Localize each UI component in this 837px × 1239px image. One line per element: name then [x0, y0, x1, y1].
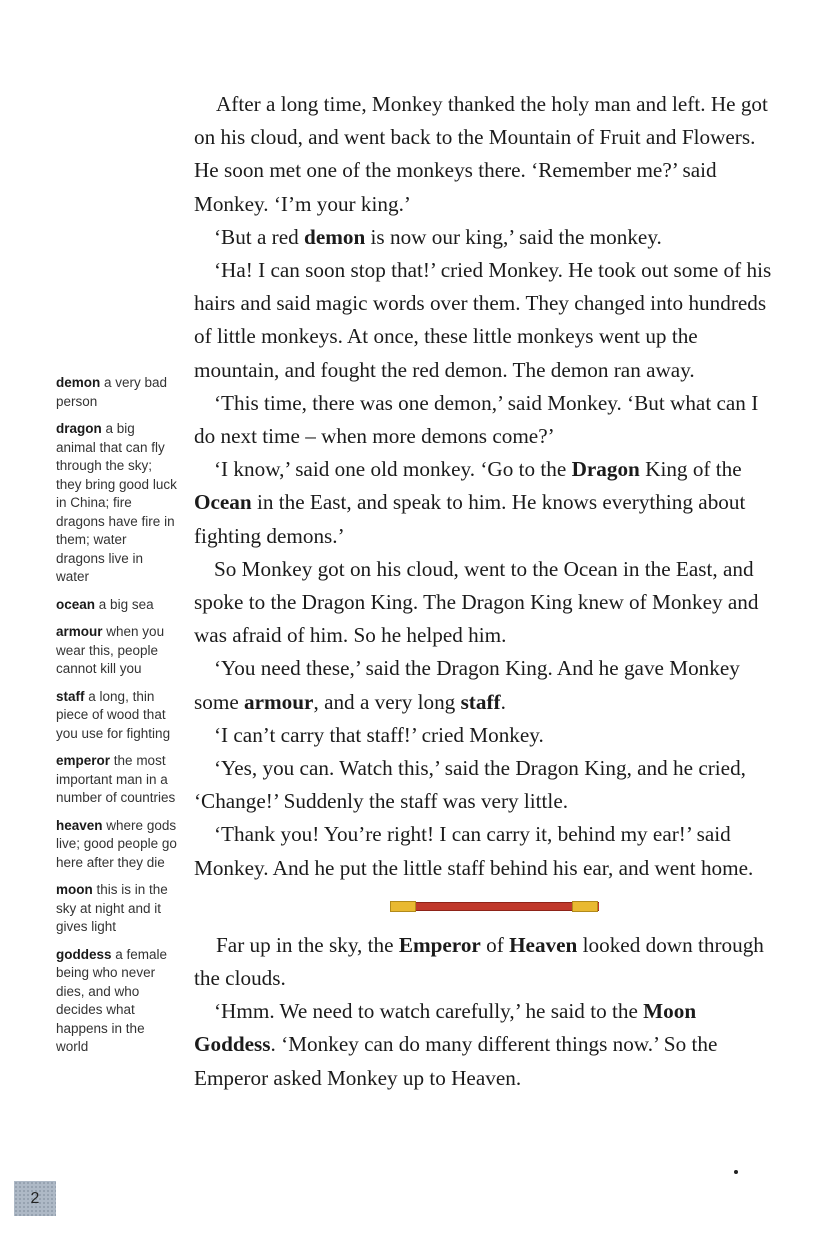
glossary-definition: a big animal that can fly through the sky; they bring good luck in China; fire dragons have fire in them; water dragons live in water	[56, 421, 177, 584]
text-span: is now our king,’ said the monkey.	[365, 224, 662, 249]
glossary-word: dragon	[56, 421, 102, 436]
glossary-entry	[56, 881, 178, 937]
staff-cap-right	[572, 901, 598, 912]
text-span: in the East, and speak to him. He knows everything about fighting demons.’	[194, 490, 746, 548]
glossary-term-demon: demon	[304, 224, 366, 249]
text-span: , and a very long	[313, 689, 461, 714]
text-span: .	[500, 689, 506, 714]
glossary-definition: where gods live; good people go here after they die	[56, 817, 177, 870]
glossary-word: moon	[56, 882, 93, 897]
glossary-term-dragon: Dragon	[571, 457, 640, 482]
glossary-term-emperor: Emperor	[398, 932, 481, 957]
story-paragraph: ‘This time, there was one demon,’ said Monkey. ‘But what can I do next time – when more demons come?’	[194, 390, 759, 449]
glossary-definition: this is in the sky at night and it gives light	[56, 882, 168, 934]
text-span: ‘Hmm. We need to watch carefully,’ he said to the	[214, 999, 644, 1024]
glossary-definition: a long, thin piece of wood that you use for fighting	[56, 688, 171, 741]
page-number: 2	[14, 1181, 56, 1216]
text-span: . ‘Monkey can do many different things now.’ So the Emperor asked Monkey up to Heaven.	[194, 1032, 718, 1090]
glossary-word: goddess	[56, 946, 112, 962]
story-paragraph	[194, 995, 775, 1095]
story-paragraph	[194, 652, 775, 718]
glossary-sidebar	[56, 374, 178, 1066]
text-span: of	[480, 932, 510, 957]
glossary-term-heaven: Heaven	[509, 932, 578, 957]
glossary-entry	[56, 688, 178, 744]
glossary-word: emperor	[56, 753, 111, 768]
glossary-definition: a big sea	[98, 596, 154, 612]
text-span: ‘But a red	[214, 224, 305, 249]
glossary-definition: when you wear this, people cannot kill you	[56, 624, 165, 676]
glossary-entry	[56, 817, 178, 873]
story-paragraph: ‘I can’t carry that staff!’ cried Monkey.	[214, 722, 544, 747]
glossary-word: heaven	[56, 817, 103, 833]
glossary-definition: a very bad person	[56, 375, 168, 409]
glossary-entry	[56, 596, 178, 615]
glossary-term-staff: staff	[460, 689, 501, 714]
glossary-entry	[56, 752, 178, 808]
print-speck	[734, 1170, 738, 1174]
staff-body	[394, 902, 599, 911]
text-span: ‘I know,’ said one old monkey. ‘Go to the	[214, 457, 572, 482]
glossary-word: staff	[56, 688, 85, 704]
glossary-word: demon	[56, 375, 101, 390]
story-text	[194, 88, 775, 1095]
story-paragraph: So Monkey got on his cloud, went to the Ocean in the East, and spoke to the Dragon King. The Dragon King knew of Monkey and was afraid of him. So he helped him.	[194, 556, 759, 648]
glossary-word: ocean	[56, 596, 96, 612]
text-span: Far up in the sky, the	[216, 932, 399, 957]
story-paragraph	[194, 929, 775, 995]
glossary-definition: a female being who never dies, and who decides what happens in the world	[56, 946, 168, 1054]
glossary-entry	[56, 420, 178, 587]
staff-cap-left	[390, 901, 416, 912]
glossary-entry	[56, 946, 178, 1057]
story-paragraph: ‘Ha! I can soon stop that!’ cried Monkey. He took out some of his hairs and said magic words over them. They changed into hundreds of little monkeys. At once, these little monkeys went up the mountain, and fought the red demon. The demon ran away.	[194, 258, 772, 382]
glossary-term-armour: armour	[244, 689, 314, 714]
glossary-word: armour	[56, 624, 103, 639]
glossary-term-ocean: Ocean	[194, 490, 252, 515]
glossary-entry	[56, 374, 178, 411]
text-span: ‘You need these,’ said the Dragon King. And he gave Monkey some	[194, 656, 740, 714]
story-paragraph: After a long time, Monkey thanked the holy man and left. He got on his cloud, and went back to the Mountain of Fruit and Flowers. He soon met one of the monkeys there. ‘Remember me?’ said Monkey. ‘I’m your king.’	[194, 92, 768, 216]
glossary-term-moon-goddess: Moon Goddess	[194, 999, 697, 1057]
glossary-entry	[56, 623, 178, 679]
text-span: looked down through the clouds.	[194, 932, 764, 991]
glossary-definition: the most important man in a number of countries	[56, 753, 176, 805]
staff-divider-icon	[194, 899, 775, 911]
story-paragraph	[194, 453, 775, 553]
story-paragraph	[194, 221, 775, 254]
text-span: King of the	[639, 457, 742, 482]
story-paragraph: ‘Yes, you can. Watch this,’ said the Dragon King, and he cried, ‘Change!’ Suddenly the staff was very little.	[194, 756, 746, 814]
story-paragraph: ‘Thank you! You’re right! I can carry it, behind my ear!’ said Monkey. And he put the little staff behind his ear, and went home.	[194, 822, 754, 880]
